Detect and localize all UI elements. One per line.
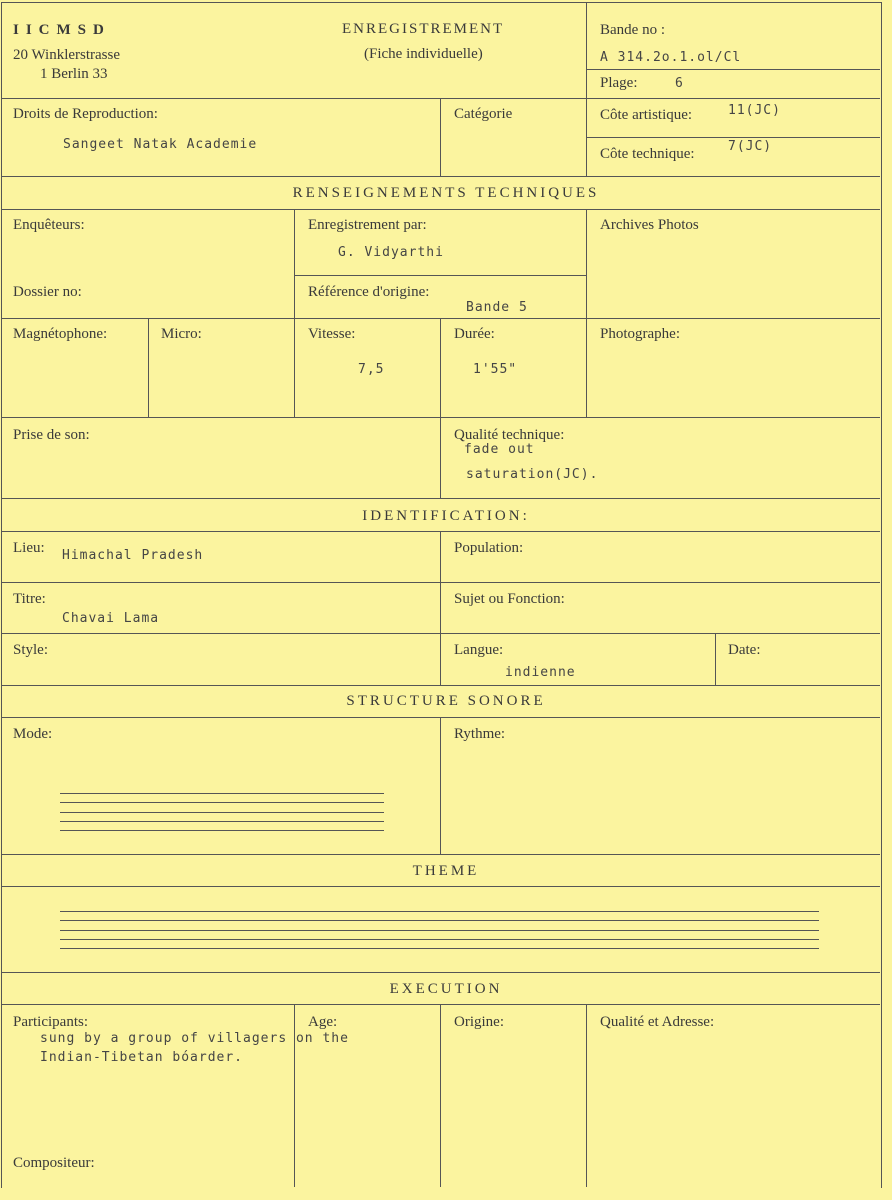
micro-label: Micro: — [161, 326, 202, 342]
duree-value: 1'55" — [473, 362, 518, 377]
langue-value: indienne — [505, 665, 576, 680]
divider — [1, 685, 880, 686]
section-title-execution: EXECUTION — [389, 981, 503, 997]
enqueteurs-label: Enquêteurs: — [13, 217, 85, 233]
plage-value: 6 — [675, 76, 684, 91]
photographe-label: Photographe: — [600, 326, 680, 342]
section-title-technical: RENSEIGNEMENTS TECHNIQUES — [292, 185, 600, 201]
compositeur-label: Compositeur: — [13, 1155, 95, 1171]
divider — [440, 98, 441, 176]
archives-photos-label: Archives Photos — [600, 217, 699, 233]
participants-label: Participants: — [13, 1014, 88, 1030]
cote-artistique-value: 11(JC) — [728, 103, 781, 118]
qualite-adresse-label: Qualité et Adresse: — [600, 1014, 715, 1030]
rights-value: Sangeet Natak Academie — [63, 137, 258, 152]
address-line1: 20 Winklerstrasse — [13, 47, 121, 63]
magnetophone-label: Magnétophone: — [13, 326, 108, 342]
reference-label: Référence d'origine: — [308, 284, 430, 300]
divider — [1, 886, 880, 887]
divider — [440, 318, 441, 417]
cote-technique-value: 7(JC) — [728, 139, 773, 154]
enregistrement-par-value: G. Vidyarthi — [338, 245, 444, 260]
card-border — [1, 2, 882, 1188]
mode-label: Mode: — [13, 726, 53, 742]
bande-value: A 314.2o.1.ol/Cl — [600, 50, 742, 65]
lieu-value: Himachal Pradesh — [62, 548, 204, 563]
divider — [440, 717, 441, 854]
participants-value1: sung by a group of villagers on the — [40, 1031, 349, 1046]
divider — [586, 2, 587, 176]
bande-label: Bande no : — [600, 22, 665, 38]
vitesse-label: Vitesse: — [308, 326, 356, 342]
cote-technique-label: Côte technique: — [600, 146, 695, 162]
divider — [1, 854, 880, 855]
mode-line — [60, 821, 384, 822]
langue-label: Langue: — [454, 642, 504, 658]
divider — [1, 972, 880, 973]
titre-label: Titre: — [13, 591, 46, 607]
titre-value: Chavai Lama — [62, 611, 160, 626]
section-title-structure: STRUCTURE SONORE — [346, 693, 546, 709]
divider — [294, 209, 295, 417]
enregistrement-par-label: Enregistrement par: — [308, 217, 427, 233]
cote-artistique-label: Côte artistique: — [600, 107, 693, 123]
origine-label: Origine: — [454, 1014, 504, 1030]
rights-label: Droits de Reproduction: — [13, 106, 158, 122]
divider — [1, 209, 880, 210]
organization-name: IICMSD — [13, 22, 111, 38]
divider — [1, 176, 880, 177]
qualite-technique-label: Qualité technique: — [454, 427, 565, 443]
divider — [715, 633, 716, 685]
theme-line — [60, 930, 819, 931]
theme-line — [60, 911, 819, 912]
duree-label: Durée: — [454, 326, 495, 342]
section-title-identification: IDENTIFICATION: — [362, 508, 530, 524]
style-label: Style: — [13, 642, 49, 658]
mode-line — [60, 802, 384, 803]
divider — [586, 69, 880, 70]
reference-value: Bande 5 — [466, 300, 528, 315]
date-label: Date: — [728, 642, 761, 658]
qualite-technique-value1: fade out — [464, 442, 535, 457]
divider — [586, 209, 587, 417]
rythme-label: Rythme: — [454, 726, 506, 742]
plage-label: Plage: — [600, 75, 638, 91]
qualite-technique-value2: saturation(JC). — [466, 467, 599, 482]
divider — [1, 498, 880, 499]
sujet-label: Sujet ou Fonction: — [454, 591, 565, 607]
theme-line — [60, 920, 819, 921]
divider — [586, 1004, 587, 1187]
theme-line — [60, 948, 819, 949]
divider — [586, 137, 880, 138]
prise-de-son-label: Prise de son: — [13, 427, 90, 443]
section-title-theme: THEME — [412, 863, 480, 879]
address-line2: 1 Berlin 33 — [40, 66, 108, 82]
card-subtitle: (Fiche individuelle) — [364, 46, 483, 62]
divider — [148, 318, 149, 417]
participants-value2: Indian-Tibetan bóarder. — [40, 1050, 244, 1065]
divider — [440, 531, 441, 685]
mode-line — [60, 830, 384, 831]
divider — [440, 417, 441, 498]
dossier-label: Dossier no: — [13, 284, 82, 300]
categorie-label: Catégorie — [454, 106, 513, 122]
divider — [440, 1004, 441, 1187]
vitesse-value: 7,5 — [358, 362, 385, 377]
divider — [294, 275, 586, 276]
lieu-label: Lieu: — [13, 540, 45, 556]
mode-line — [60, 793, 384, 794]
mode-line — [60, 812, 384, 813]
age-label: Age: — [308, 1014, 338, 1030]
card-title: ENREGISTREMENT — [342, 21, 505, 37]
theme-line — [60, 939, 819, 940]
population-label: Population: — [454, 540, 524, 556]
